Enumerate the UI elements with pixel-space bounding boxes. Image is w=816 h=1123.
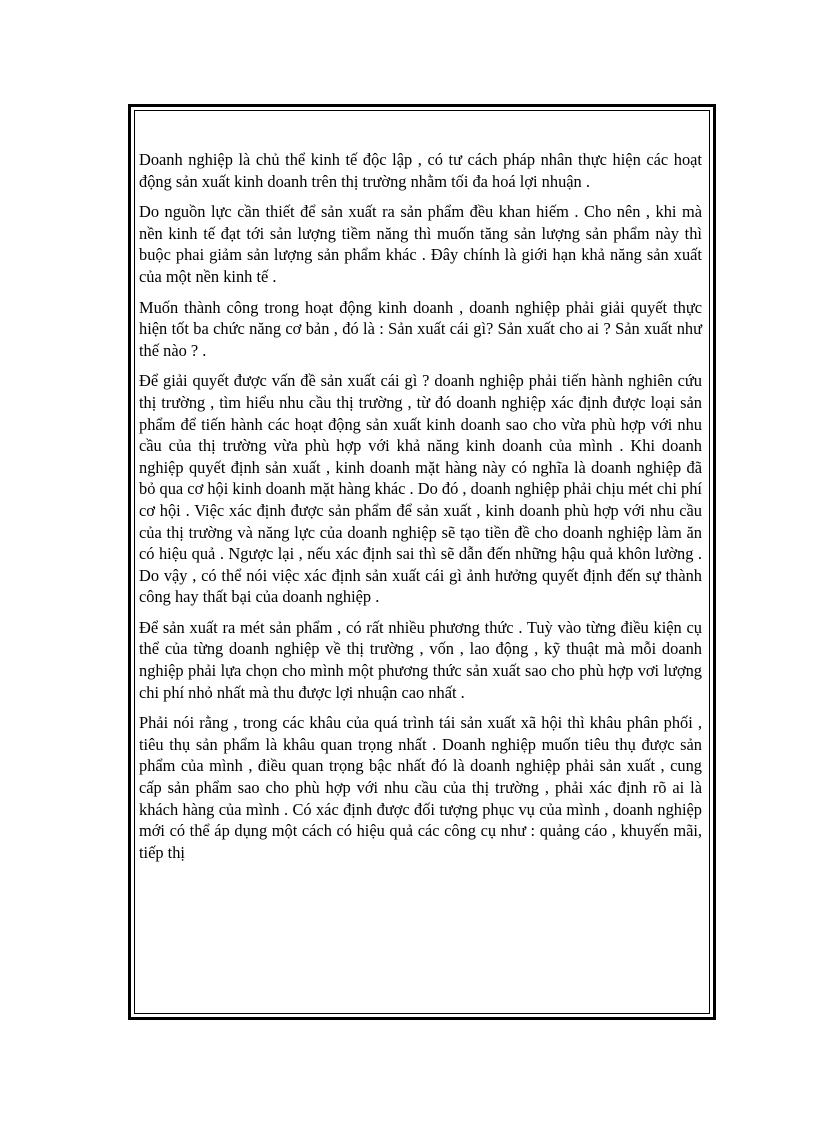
paragraph-2: Do nguồn lực cần thiết để sản xuất ra sản phẩm đều khan hiếm . Cho nên , khi mà nền kinh tế đạt tới sản lượng tiềm năng thì muốn tăng sản lượng sản phẩm này thì buộc phai giảm sản lượng sản phẩm khác . Đây chính là giới hạn khả năng sản xuất của một nền kinh tế .: [139, 202, 702, 286]
paragraph-3: Muốn thành công trong hoạt động kinh doanh , doanh nghiệp phải giải quyết thực hiện tốt ba chức năng cơ bản , đó là : Sản xuất cái gì? Sản xuất cho ai ? Sản xuất như thế nào ? .: [139, 297, 702, 360]
paragraph-5: Để sản xuất ra mét sản phẩm , có rất nhiều phương thức . Tuỳ vào từng điều kiện cụ thể của từng doanh nghiệp về thị trường , vốn , lao động , kỹ thuật mà mỗi doanh nghiệp phải lựa chọn cho mình một phương thức sản xuất sao cho phù hợp vơi lượng chi phí nhỏ nhất mà thu được lợi nhuận cao nhất .: [139, 617, 702, 702]
paragraph-4: Để giải quyết được vấn đề sản xuất cái gì ? doanh nghiệp phải tiến hành nghiên cứu thị trường , tìm hiểu nhu cầu thị trường , từ đó doanh nghiệp xác định được loại sản phẩm để tiến hành các hoạt động sản xuất kinh doanh sao cho vừa phù hợp với nhu cầu của thị trường vừa phù hợp với khả năng kinh doanh của mình . Khi doanh nghiệp quyết định sản xuất , kinh doanh mặt hàng này có nghĩa là doanh nghiệp đã bỏ qua cơ hội kinh doanh mặt hàng khác . Do đó , doanh nghiệp phải chịu mét chi phí cơ hội . Việc xác định được sản phẩm để sản xuất , kinh doanh phù hợp với nhu cầu của thị trường và năng lực của doanh nghiệp sẽ tạo tiền đề cho doanh nghiệp làm ăn có hiệu quả . Ngược lại , nếu xác định sai thì sẽ dẫn đến những hậu quả khôn lường . Do vậy , có thể nói việc xác định sản xuất cái gì ảnh hưởng quyết định đến sự thành công hay thất bại của doanh nghiệp .: [139, 371, 702, 607]
paragraph-6: Phải nói rằng , trong các khâu của quá trình tái sản xuất xã hội thì khâu phân phối , tiêu thụ sản phẩm là khâu quan trọng nhất . Doanh nghiệp muốn tiêu thụ được sản phẩm của mình , điều quan trọng bậc nhất đó là doanh nghiệp phải sản xuất , cung cấp sản phẩm sao cho phù hợp với nhu cầu của thị trường , phải xác định rõ ai là khách hàng của mình . Có xác định được đối tượng phục vụ của mình , doanh nghiệp mới có thể áp dụng một cách có hiệu quả các công cụ như : quảng cáo , khuyến mãi, tiếp thị: [139, 713, 702, 862]
paragraph-1: Doanh nghiệp là chủ thể kinh tế độc lập , có tư cách pháp nhân thực hiện các hoạt động sản xuất kinh doanh trên thị trường nhằm tối đa hoá lợi nhuận .: [139, 150, 702, 191]
document-body: [139, 149, 702, 872]
